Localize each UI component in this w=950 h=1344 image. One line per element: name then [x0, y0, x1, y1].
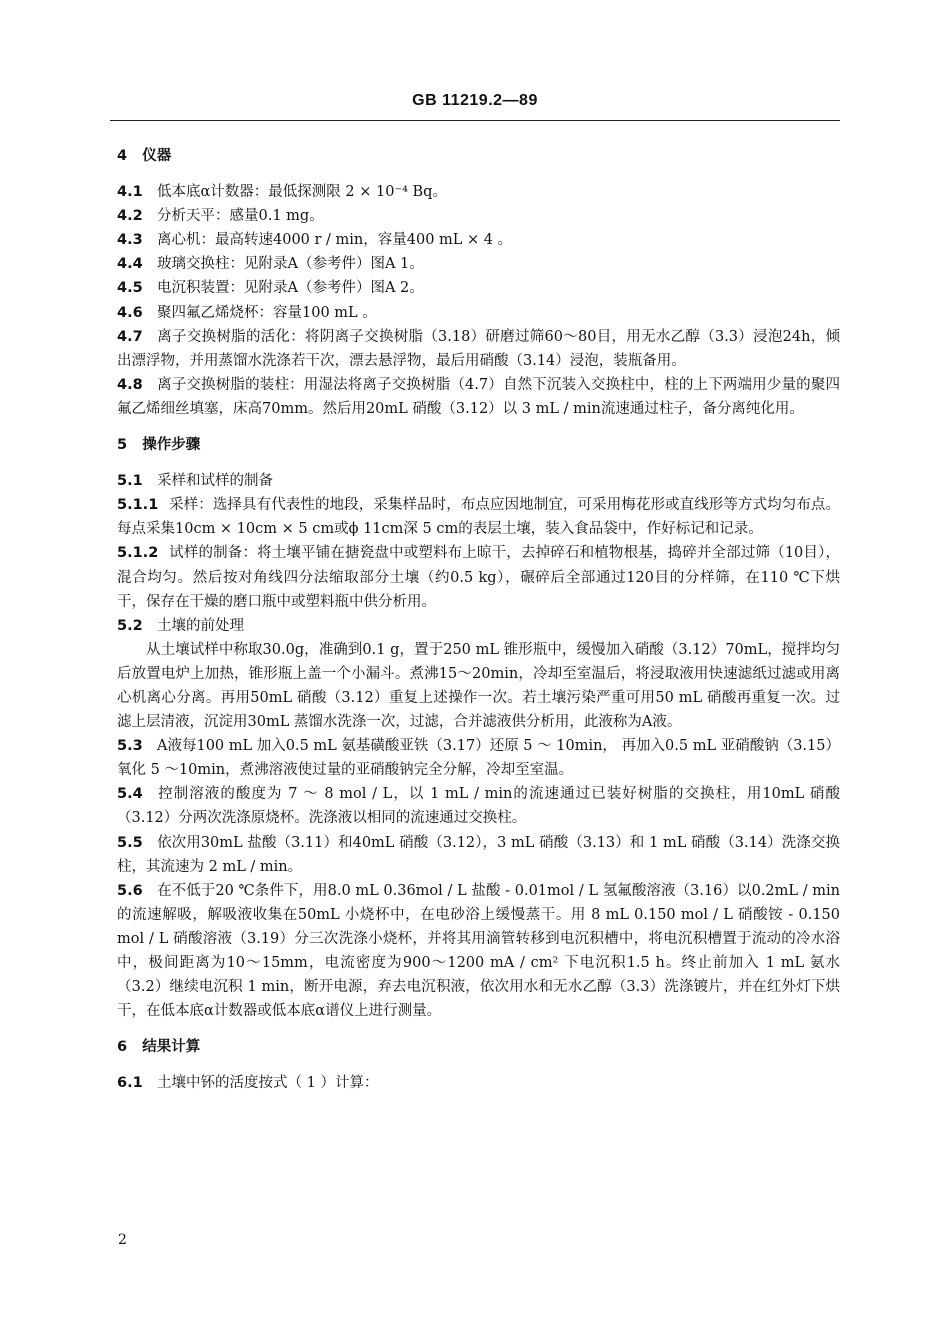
clause-text: 电沉积装置：见附录A（参考件）图A 2。 [157, 280, 424, 297]
clause-5-1-1 [117, 493, 840, 541]
clause-6-1 [117, 1071, 840, 1095]
clause-text: 离心机：最高转速4000 r / min，容量400 mL × 4 。 [157, 232, 513, 249]
instrument-item [117, 325, 840, 373]
clause-5-2-paragraph: 从土壤试样中称取30.0g，准确到0.1 g，置于250 mL 锥形瓶中，缓慢加入硝酸（3.12）70mL，搅拌均匀后放置电炉上加热，锥形瓶上盖一个小漏斗。煮沸15～20min，冷却至室温后，将浸取液用快速滤纸过滤或用离心机离心分离。再用50mL 硝酸（3.12）重复上述操作一次。若土壤污染严重可用50 mL 硝酸再重复一次。过滤上层清液，沉淀用30mL 蒸馏水洗涤一次，过滤，合并滤液供分析用，此液称为A液。 [117, 641, 840, 731]
clause-text: 玻璃交换柱：见附录A（参考件）图A 1。 [157, 256, 424, 273]
clause-text: 土壤中钚的活度按式（ 1 ）计算： [157, 1075, 379, 1092]
header-rule [110, 120, 840, 121]
clause-text: A液每100 mL 加入0.5 mL 氨基磺酸亚铁（3.17）还原 5 ～ 10min， 再加入0.5 mL 亚硝酸钠（3.15）氧化 5 ～10min，煮沸溶液使过量的亚硝酸钠完全分解，冷却至室温。 [117, 738, 840, 779]
clause-number: 5.1.1 [117, 497, 159, 514]
instrument-item [117, 204, 840, 228]
clause-number: 4.7 [117, 328, 143, 345]
section-title: 仪器 [142, 148, 172, 164]
section-6-heading [117, 1035, 840, 1059]
section-number: 6 [117, 1039, 128, 1056]
instrument-item [117, 276, 840, 300]
clause-number: 5.1.2 [117, 545, 159, 562]
clause-5-1-2 [117, 541, 840, 613]
section-title: 结果计算 [142, 1039, 201, 1056]
clause-5-3 [117, 734, 840, 782]
instrument-item [117, 301, 840, 325]
clause-number: 4.2 [117, 208, 143, 225]
instrument-item [117, 252, 840, 276]
clause-number: 4.4 [117, 256, 143, 273]
clause-text: 离子交换树脂的活化：将阴离子交换树脂（3.18）研磨过筛60～80目，用无水乙醇（3.3）浸泡24h，倾出漂浮物，并用蒸馏水洗涤若干次，漂去悬浮物，最后用硝酸（3.14）浸泡，装瓶备用。 [117, 328, 840, 369]
clause-number: 4.8 [117, 376, 143, 393]
clause-text: 分析天平：感量0.1 mg。 [157, 208, 324, 225]
clause-text: 采样：选择具有代表性的地段，采集样品时，布点应因地制宜，可采用梅花形或直线形等方式均匀布点。每点采集10cm × 10cm × 5 cm或ϕ 11cm深 5 cm的表层土壤，装入食品袋中，作好标记和记录。 [117, 497, 840, 538]
clause-text: 试样的制备：将土壤平铺在搪瓷盘中或塑料布上晾干，去掉碎石和植物根基，捣碎并全部过筛（10目），混合均匀。然后按对角线四分法缩取部分土壤（约0.5 kg），碾碎后全部通过120目的分样筛，在110 ℃下烘干，保存在干燥的磨口瓶中或塑料瓶中供分析用。 [117, 545, 840, 610]
clause-number: 5.5 [117, 834, 143, 851]
clause-text: 离子交换树脂的装柱：用湿法将离子交换树脂（4.7）自然下沉装入交换柱中，柱的上下两端用少量的聚四氟乙烯细丝填塞，床高70mm。然后用20mL 硝酸（3.12）以 3 mL / min流速通过柱子，备分离纯化用。 [117, 376, 840, 417]
clause-number: 5.2 [117, 617, 143, 634]
clause-5-1 [117, 469, 840, 493]
clause-text: 低本底α计数器：最低探测限 2 × 10⁻⁴ Bq。 [157, 184, 447, 201]
page-number: 2 [118, 1232, 127, 1248]
clause-number: 5.6 [117, 882, 143, 899]
section-4-heading [117, 144, 840, 168]
clause-text: 依次用30mL 盐酸（3.11）和40mL 硝酸（3.12），3 mL 硝酸（3.13）和 1 mL 硝酸（3.14）洗涤交换柱，其流速为 2 mL / min。 [117, 834, 840, 875]
clause-5-5 [117, 831, 840, 879]
clause-number: 5.3 [117, 738, 143, 755]
clause-number: 4.5 [117, 280, 143, 297]
section-5-heading [117, 433, 840, 457]
clause-number: 4.3 [117, 232, 143, 249]
clause-number: 4.6 [117, 304, 143, 321]
section-title: 操作步骤 [142, 437, 201, 454]
clause-number: 5.1 [117, 473, 143, 490]
instrument-list [117, 180, 840, 421]
document-body [117, 144, 840, 1095]
section-number: 5 [117, 437, 128, 454]
clause-text: 土壤的前处理 [157, 617, 244, 634]
clause-number: 4.1 [117, 184, 143, 201]
instrument-item [117, 228, 840, 252]
clause-5-4 [117, 782, 840, 830]
instrument-item [117, 373, 840, 421]
clause-text: 采样和试样的制备 [157, 473, 273, 490]
clause-5-6 [117, 879, 840, 1024]
clause-5-2 [117, 614, 840, 638]
section-number: 4 [117, 148, 128, 164]
document-header: GB 11219.2—89 [412, 92, 538, 109]
clause-text: 聚四氟乙烯烧杯：容量100 mL 。 [157, 304, 377, 321]
instrument-item [117, 180, 840, 204]
clause-text: 在不低于20 ℃条件下，用8.0 mL 0.36mol / L 盐酸 - 0.01mol / L 氢氟酸溶液（3.16）以0.2mL / min的流速解吸，解吸液收集在50mL 小烧杯中，在电砂浴上缓慢蒸干。用 8 mL 0.150 mol / L 硝酸铵 - 0.150 mol / L 硝酸溶液（3.19）分三次洗涤小烧杯，并将其用滴管转移到电沉积槽中，将电沉积槽置于流动的冷水浴中，极间距离为10～15mm，电流密度为900～1200 mA / cm² 下电沉积1.5 h。终止前加入 1 mL 氨水（3.2）继续电沉积 1 min，断开电源，弃去电沉积液，依次用水和无水乙醇（3.3）洗涤镀片，并在红外灯下烘干，在低本底α计数器或低本底α谱仪上进行测量。 [117, 882, 840, 1020]
clause-number: 5.4 [117, 786, 143, 803]
clause-number: 6.1 [117, 1075, 143, 1092]
clause-text: 控制溶液的酸度为 7 ～ 8 mol / L，以 1 mL / min的流速通过已装好树脂的交换柱，用10mL 硝酸（3.12）分两次洗涤原烧杯。洗涤液以相同的流速通过交换柱。 [117, 786, 840, 827]
